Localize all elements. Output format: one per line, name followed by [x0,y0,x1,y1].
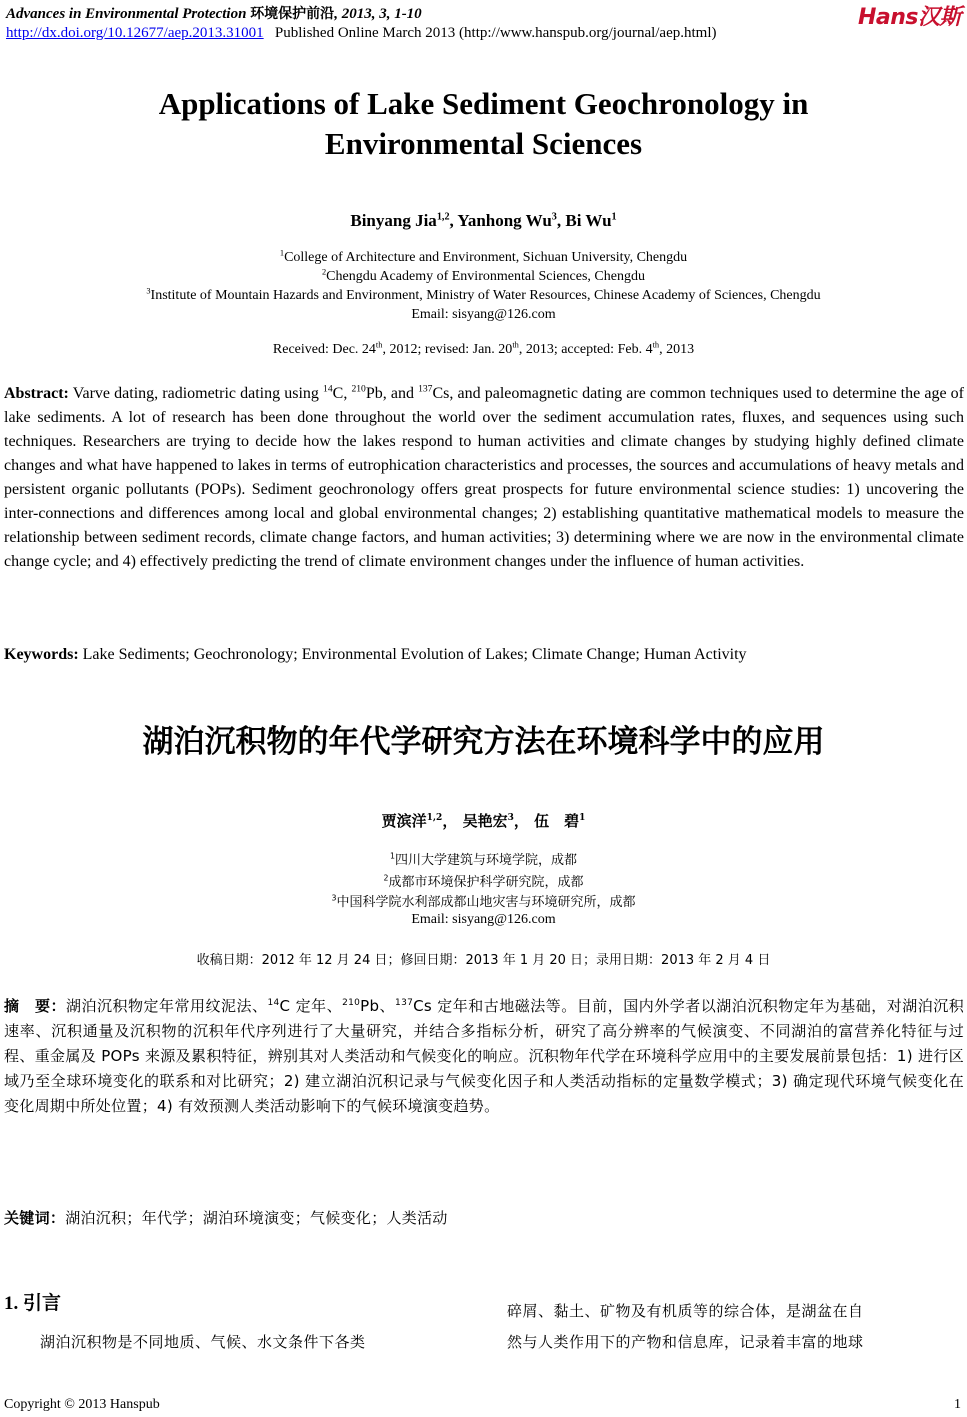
keywords-text-cn: 湖泊沉积；年代学；湖泊环境演变；气候变化；人类活动 [65,1209,448,1227]
author-affil-sup: 1,2 [426,813,443,823]
revised-text: , 2012; revised: Jan. 20 [382,342,513,357]
keywords-label-cn: 关键词： [4,1209,66,1227]
author-name: Yanhong Wu [457,211,552,230]
author-name-cn: 贾滨洋 [381,812,427,830]
affiliation [0,288,967,304]
accepted-text: , 2013; accepted: Feb. 4 [518,342,653,357]
copyright: Copyright © 2013 Hanspub [4,1397,160,1412]
author-affil-sup: 1 [579,813,586,823]
received-dates-cn: 收稿日期：2012 年 12 月 24 日；修回日期：2013 年 1 月 20 日；录用日期：2013 年 2 月 4 日 [196,953,771,968]
doi-line [6,25,717,42]
affiliation-cn [0,891,967,910]
journal-name: Advances in Environmental Protection [6,6,247,22]
abstract [4,382,964,574]
abstract-text: C, [332,385,352,402]
affiliation-cn [0,871,967,890]
journal-header [6,3,422,23]
received-dates [0,342,967,358]
isotope-sup: 210 [342,998,361,1008]
affil-text-cn: 四川大学建筑与环境学院，成都 [394,853,577,868]
affil-sup: 2 [383,873,389,883]
abstract-cn [4,994,964,1119]
author-affil-sup: 3 [551,211,557,223]
affiliation-cn [0,849,967,868]
keywords [4,643,964,667]
keywords-cn [4,1206,964,1231]
journal-citation: , 2013, 3, 1-10 [334,6,422,22]
author-sep: ， [442,812,458,830]
abstract-label-cn: 摘 要： [4,997,66,1015]
isotope-sup: 14 [323,383,333,395]
author-list-cn [0,810,967,831]
keywords-label: Keywords: [4,646,79,663]
author-affil-sup: 1,2 [436,211,450,223]
ordinal-sup: th [652,340,660,350]
abstract-text-cn: 湖泊沉积物定年常用纹泥法、 [66,997,268,1015]
affil-text-cn: 成都市环境保护科学研究院，成都 [388,875,584,890]
abstract-text-cn: Pb、 [360,997,396,1015]
affiliation [0,250,967,266]
author-name-cn: 吴艳宏 [462,812,508,830]
abstract-text: Cs, and paleomagnetic dating are common techniques used to determine the age of lake sediments. A lot of research has been done throughout the world over the sediment accumulation rates, fluxes, and sequences using such techniques. Researchers are trying to decide how the lakes respond to human activities and climate changes by studying highly defined climate changes and what have happened to lakes in terms of eutrophication characteristics and processes, the sources and accumulations of heavy metals and persistent organic pollutants (POPs). Sediment geochronology offers great prospects for future environmental science studies: 1) uncovering the inter-connections and differences among local and global environmental changes; 2) establishing quantitative mathematical models to measure the relationship between sediment records, climate change factors, and human activities; 3) determining where we are now in the environmental climate change cycle; and 4) effectively predicting the trend of climate environment changes under the influence of human activities. [4,385,965,570]
abstract-label: Abstract: [4,385,69,402]
affil-sup: 3 [146,286,151,296]
right-column-line: 碎屑、黏土、矿物及有机质等的综合体，是湖盆在自 [507,1302,864,1320]
affil-sup: 1 [279,248,285,258]
affil-text: College of Architecture and Environment, Sichuan University, Chengdu [284,250,688,265]
affil-sup: 1 [390,851,395,861]
affil-text: Institute of Mountain Hazards and Environment, Ministry of Water Resources, Chinese Academy of Sciences, Chengdu [150,288,821,303]
publisher-logo: Hans汉斯 [857,5,961,30]
author-sep: , [449,211,458,230]
author-name: Bi Wu [565,211,612,230]
right-column-line: 然与人类作用下的产物和信息库，记录着丰富的地球 [507,1333,864,1351]
author-sep: , [556,211,566,230]
received-text: Received: Dec. 24 [272,342,376,357]
affil-sup: 3 [331,893,337,903]
author-sep: ， [513,812,529,830]
author-email: Email: sisyang@126.com [411,307,556,322]
author-affil-sup: 3 [507,813,514,823]
paper-title [0,84,967,164]
author-email-cn: Email: sisyang@126.com [411,912,556,927]
keywords-text: Lake Sediments; Geochronology; Environmental Evolution of Lakes; Climate Change; Human Activity [78,646,747,663]
section-number: 1. [4,1293,19,1314]
page-number: 1 [954,1397,961,1412]
ordinal-sup: th [375,340,383,350]
left-column-text: 湖泊沉积物是不同地质、气候、水文条件下各类 [40,1333,366,1351]
section-heading [4,1288,61,1315]
paper-title-cn: 湖泊沉积物的年代学研究方法在环境科学中的应用 [142,724,825,760]
author-name-cn: 伍 碧 [534,812,580,830]
isotope-sup: 14 [267,998,280,1008]
abstract-text-cn: Cs 定年和古地磁法等。目前，国内外学者以湖泊沉积物定年为基础，对湖泊沉积速率、沉积通量及沉积物的沉积年代序列进行了大量研究，并结合多指标分析，研究了高分辨率的气候演变、不同湖泊的富营养化特征与过程、重金属及 POPs 来源及累积特征，辨别其对人类活动和气候变化的响应。沉积物年代学在环境科学应用中的主要发展前景包括：1) 进行区域乃至全球环境变化的联系和对比研究；2) 建立湖泊沉积记录与气候变化因子和人类活动指标的定量数学模式；3) 确定现代环境气候变化在变化周期中所处位置；4) 有效预测人类活动影响下的气候环境演变趋势。 [4,997,965,1115]
affiliation [0,269,967,285]
isotope-sup: 210 [351,383,366,395]
doi-link[interactable]: http://dx.doi.org/10.12677/aep.2013.31001 [6,25,264,41]
section-title: 引言 [23,1292,62,1314]
author-affil-sup: 1 [611,211,617,223]
isotope-sup: 137 [395,998,414,1008]
affil-text: Chengdu Academy of Environmental Sciences, Chengdu [326,269,645,284]
abstract-text: Pb, and [365,385,419,402]
title-line-1: Applications of Lake Sediment Geochronology in [158,86,809,121]
abstract-text-cn: C 定年、 [279,997,343,1015]
isotope-sup: 137 [418,383,433,395]
journal-name-cn: 环境保护前沿 [250,6,335,22]
affil-text-cn: 中国科学院水利部成都山地灾害与环境研究所，成都 [336,895,636,910]
accepted-year: , 2013 [659,342,695,357]
ordinal-sup: th [512,340,519,350]
published-online: Published Online March 2013 (http://www.hanspub.org/journal/aep.html) [274,25,717,41]
author-list [0,211,967,231]
title-line-2: Environmental Sciences [324,126,643,161]
author-name: Binyang Jia [350,211,437,230]
affil-sup: 2 [321,267,327,277]
abstract-text: Varve dating, radiometric dating using [68,385,324,402]
